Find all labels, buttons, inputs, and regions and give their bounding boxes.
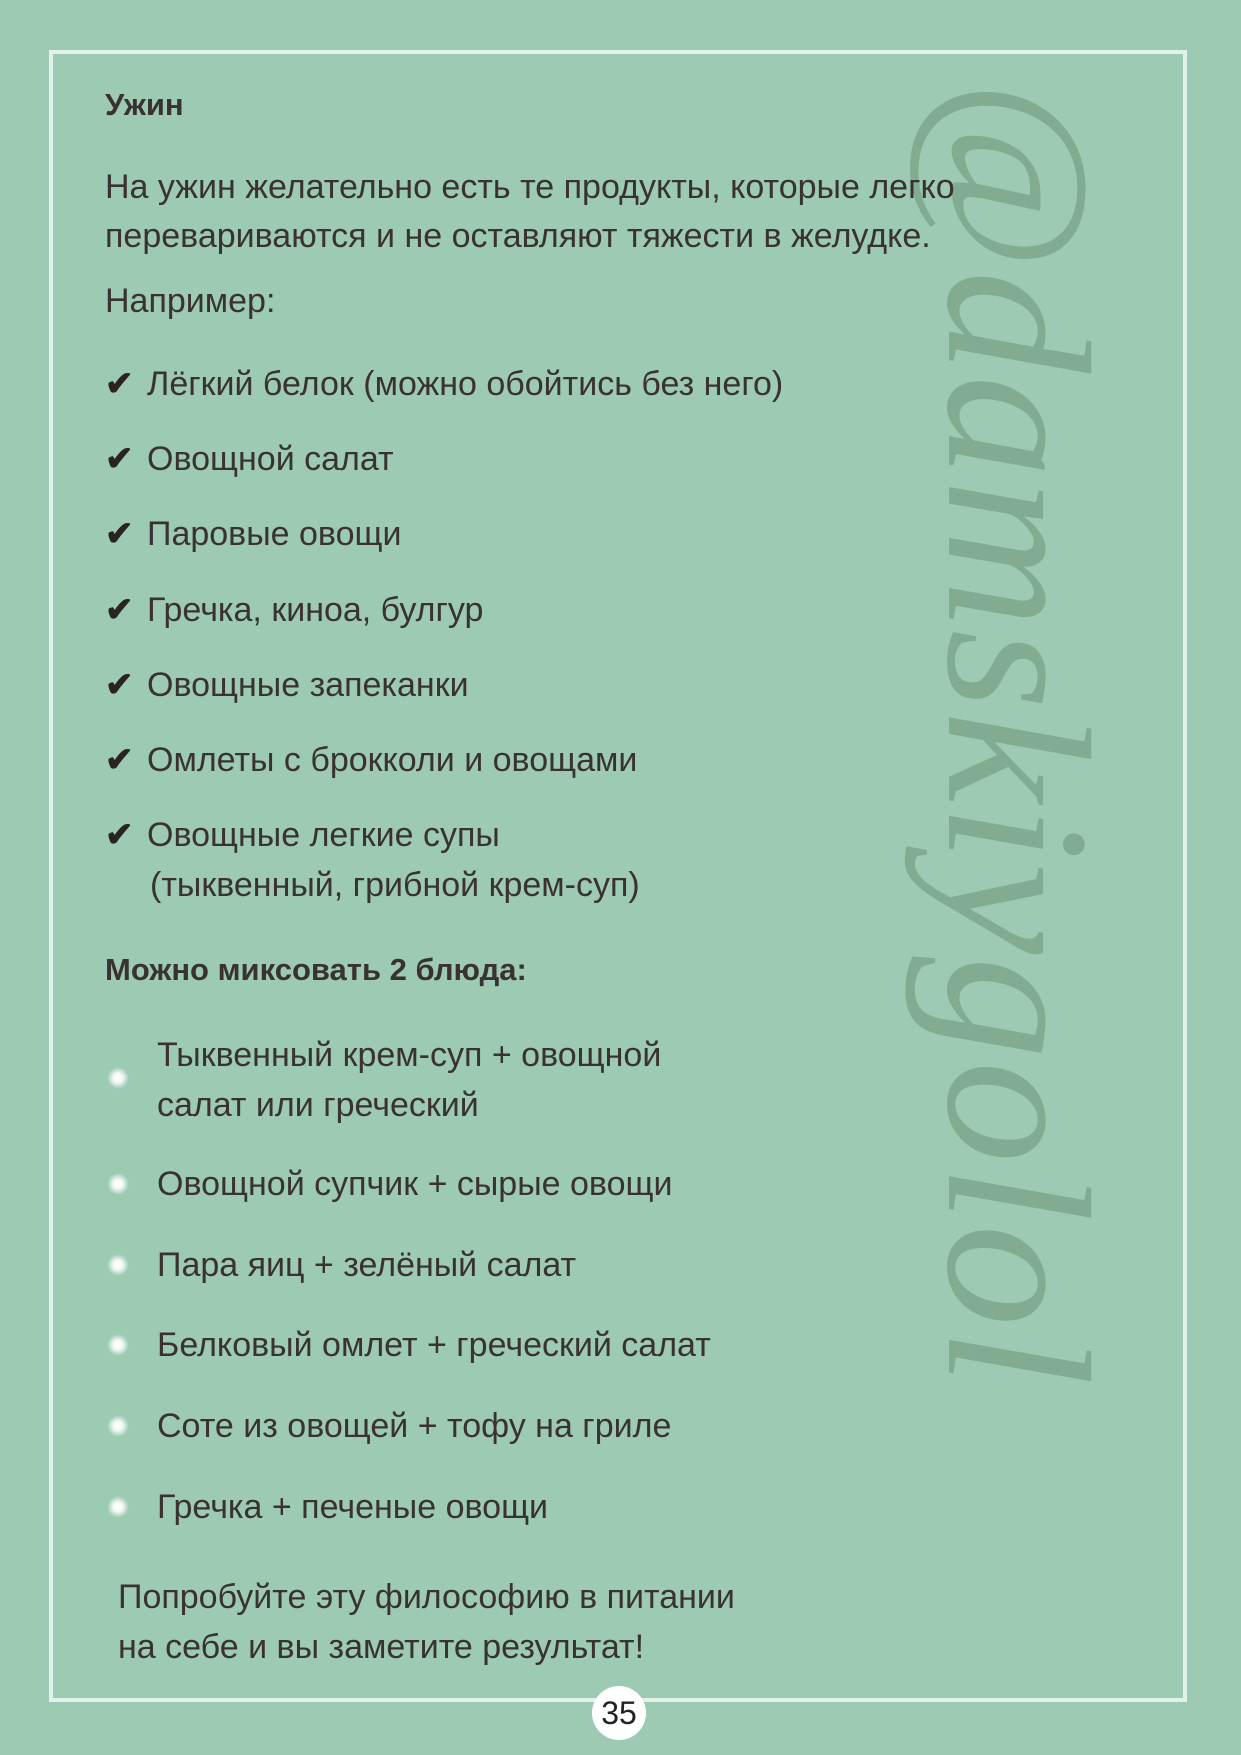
checkmark-icon: ✔ [105, 741, 134, 779]
intro-line-1: На ужин желательно есть те продукты, которые легко [105, 168, 955, 206]
check-item [105, 434, 394, 484]
closing-line-2: на себе и вы заметите результат! [118, 1628, 645, 1666]
bullet-icon [107, 1334, 129, 1356]
mix-heading: Можно миксовать 2 блюда: [105, 952, 527, 987]
check-item [105, 735, 637, 785]
mix-item [157, 1320, 711, 1370]
checkmark-icon: ✔ [105, 666, 134, 704]
check-item-text: Гречка, киноа, булгур [147, 591, 484, 629]
bullet-icon [107, 1067, 129, 1089]
bullet-icon [107, 1254, 129, 1276]
check-item-text: Овощной салат [147, 440, 394, 478]
mix-item-text: Овощной супчик + сырые овощи [157, 1165, 673, 1203]
checkmark-icon: ✔ [105, 816, 134, 854]
mix-item-text: Соте из овощей + тофу на гриле [157, 1407, 672, 1445]
check-item-text: Овощные легкие супы [147, 816, 500, 854]
watermark: @damskiygolol [904, 80, 1131, 1388]
section-title: Ужин [105, 87, 184, 122]
bullet-icon [107, 1173, 129, 1195]
checkmark-icon: ✔ [105, 591, 134, 629]
check-item [105, 660, 469, 710]
check-item-text-line2: (тыквенный, грибной крем-суп) [150, 866, 640, 904]
check-item [105, 359, 783, 409]
check-item [105, 585, 483, 635]
mix-item [157, 1030, 661, 1130]
mix-item-text: Белковый омлет + греческий салат [157, 1326, 711, 1364]
check-item-text: Овощные запеканки [147, 666, 469, 704]
check-item-text: Омлеты с брокколи и овощами [147, 741, 638, 779]
mix-item-text: Тыквенный крем-суп + овощной [157, 1036, 662, 1074]
check-item [105, 509, 402, 559]
intro-line-2: перевариваются и не оставляют тяжести в желудке. [105, 217, 931, 255]
check-item [105, 810, 500, 860]
mix-item [157, 1401, 671, 1451]
mix-item-text: Гречка + печеные овощи [157, 1488, 549, 1526]
bullet-icon [107, 1496, 129, 1518]
page-number: 35 [592, 1686, 646, 1740]
mix-item-text: Пара яиц + зелёный салат [157, 1246, 577, 1284]
mix-item-text: салат или греческий [157, 1086, 479, 1124]
closing-line-1: Попробуйте эту философию в питании [118, 1578, 735, 1616]
check-item-text: Лёгкий белок (можно обойтись без него) [147, 365, 784, 403]
check-item-text: Паровые овощи [147, 515, 402, 553]
mix-item [157, 1240, 576, 1290]
checkmark-icon: ✔ [105, 365, 134, 403]
checkmark-icon: ✔ [105, 440, 134, 478]
bullet-icon [107, 1415, 129, 1437]
mix-item [157, 1482, 548, 1532]
mix-item [157, 1159, 672, 1209]
checkmark-icon: ✔ [105, 515, 134, 553]
example-label: Например: [105, 282, 276, 320]
